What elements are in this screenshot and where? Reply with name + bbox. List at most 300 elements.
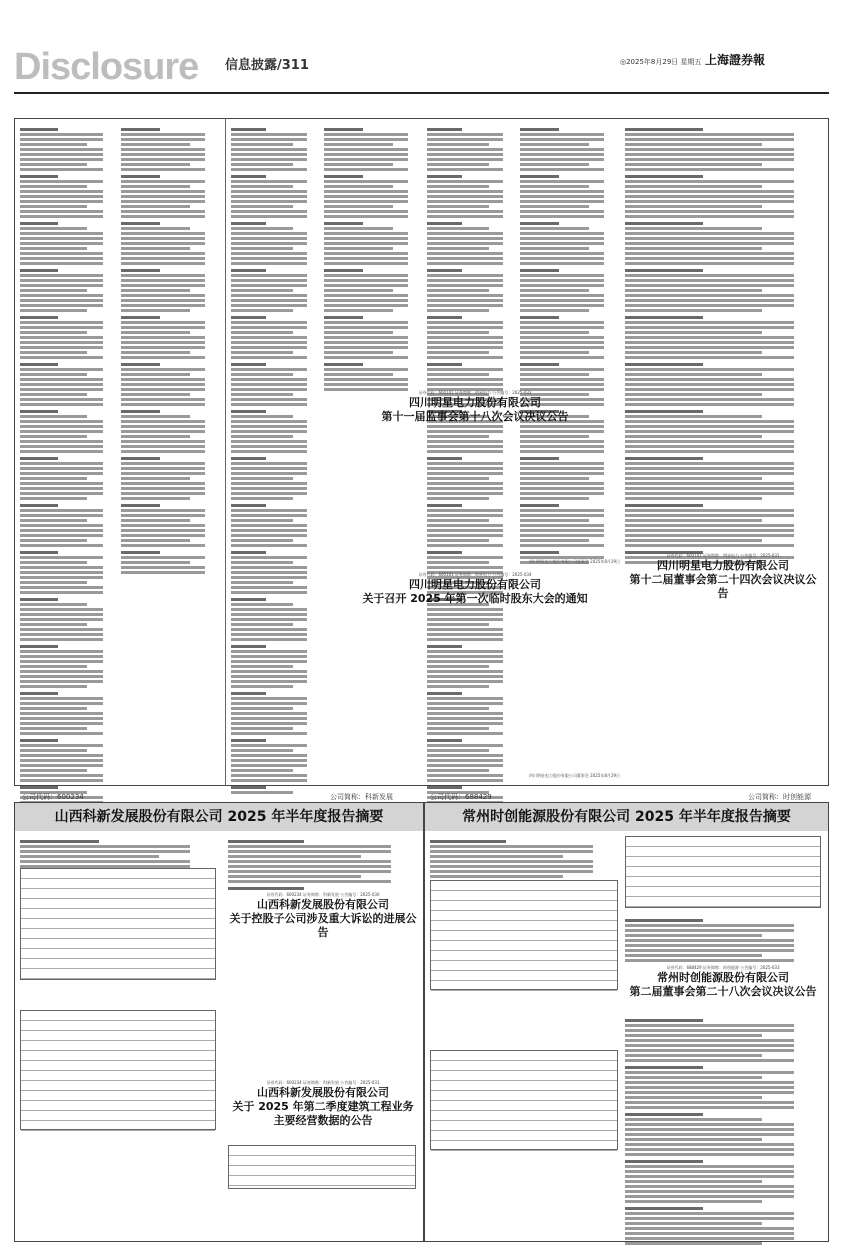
text-line [231, 336, 307, 339]
text-line [520, 299, 604, 302]
text-line [20, 378, 103, 381]
text-line [121, 128, 160, 131]
text-line [20, 316, 58, 319]
text-line [121, 232, 205, 235]
text-column [324, 124, 422, 391]
text-line [231, 210, 307, 213]
text-line [231, 163, 293, 166]
text-line [231, 529, 307, 532]
table-row [21, 1121, 215, 1131]
text-line [625, 1066, 703, 1069]
table-row [229, 1166, 415, 1176]
text-line [625, 1165, 794, 1168]
text-line [20, 675, 103, 678]
text-line [121, 398, 205, 401]
text-line [427, 628, 503, 631]
text-column [231, 124, 319, 794]
text-line [625, 205, 762, 208]
text-line [625, 247, 762, 250]
text-line [427, 457, 462, 460]
text-line [625, 257, 794, 260]
announcement-title: 主要经营数据的公告 [273, 1114, 373, 1127]
text-line [625, 1128, 794, 1131]
text-line [324, 368, 408, 371]
text-line [625, 425, 794, 428]
text-line [625, 356, 794, 359]
text-line [20, 764, 103, 767]
text-line [231, 509, 307, 512]
table-row [626, 867, 820, 877]
text-line [20, 618, 103, 621]
text-line [121, 566, 205, 569]
text-line [625, 1059, 794, 1062]
text-line [231, 685, 293, 688]
text-line [520, 227, 589, 230]
announcement-meta: 证券代码：600101 证券简称：明星电力 公告编号：2025-034 [418, 572, 532, 577]
announcement-board-resolution [625, 965, 821, 999]
text-line [231, 425, 307, 428]
text-line [520, 210, 604, 213]
announcement-title: 关于控股子公司涉及重大诉讼的进展公告 [229, 912, 417, 939]
text-line [625, 128, 703, 131]
text-line [625, 368, 794, 371]
text-line [121, 556, 205, 559]
text-line [625, 309, 762, 312]
text-line [625, 284, 794, 287]
text-line [520, 190, 604, 193]
text-line [231, 388, 307, 391]
text-line [121, 185, 190, 188]
text-line [231, 581, 293, 584]
text-line [625, 175, 703, 178]
text-line [20, 519, 87, 522]
text-line [20, 398, 103, 401]
text-line [20, 299, 103, 302]
text-line [121, 205, 190, 208]
text-line [231, 457, 266, 460]
text-line [231, 274, 307, 277]
text-line [231, 759, 307, 762]
text-line [430, 865, 593, 868]
text-line [121, 252, 205, 255]
text-line [625, 252, 794, 255]
text-line [427, 675, 503, 678]
text-line [231, 257, 307, 260]
text-line [20, 551, 58, 554]
text-line [20, 722, 103, 725]
text-line [625, 1034, 762, 1037]
announcement-signature: 四川明星电力股份有限公司董事会 2025年8月29日 [528, 773, 620, 778]
text-line [231, 252, 307, 255]
table-row [431, 1061, 617, 1071]
text-line [427, 378, 503, 381]
text-line [324, 200, 408, 203]
text-line [231, 744, 307, 747]
text-line [121, 269, 160, 272]
text-line [231, 739, 266, 742]
text-line [625, 1175, 794, 1178]
text-line [20, 210, 103, 213]
text-line [625, 435, 762, 438]
text-line [231, 331, 293, 334]
text-line [228, 870, 391, 873]
text-line [20, 148, 103, 151]
table-row [21, 949, 215, 959]
text-line [231, 143, 293, 146]
text-line [20, 702, 103, 705]
table-row [431, 901, 617, 911]
text-line [324, 373, 393, 376]
text-line [625, 462, 794, 465]
table-row [21, 889, 215, 899]
text-line [520, 467, 604, 470]
text-line [625, 1029, 794, 1032]
text-line [625, 269, 703, 272]
text-line [427, 440, 503, 443]
shareholder-table [625, 836, 821, 908]
text-line [625, 524, 794, 527]
text-line [324, 304, 408, 307]
text-line [231, 316, 266, 319]
text-line [625, 195, 794, 198]
text-line [121, 331, 190, 334]
text-line [427, 148, 503, 151]
text-line [121, 180, 205, 183]
text-line [625, 1039, 794, 1042]
text-line [121, 143, 190, 146]
text-line [520, 143, 589, 146]
text-line [231, 618, 307, 621]
text-line [20, 697, 103, 700]
text-line [520, 383, 604, 386]
text-line [625, 341, 794, 344]
text-line [427, 769, 489, 772]
text-line [231, 403, 307, 406]
text-line [520, 128, 559, 131]
text-line [625, 351, 762, 354]
table-row [431, 881, 617, 891]
text-line [427, 467, 503, 470]
text-line [427, 707, 489, 710]
text-line [20, 739, 58, 742]
text-line [231, 420, 307, 423]
text-line [20, 603, 87, 606]
text-line [121, 477, 190, 480]
text-line [20, 373, 87, 376]
text-line [20, 331, 87, 334]
text-line [625, 227, 762, 230]
text-line [625, 1091, 794, 1094]
text-line [625, 336, 794, 339]
text-line [231, 356, 307, 359]
text-line [121, 497, 190, 500]
company-name: 四川明星电力股份有限公司 [409, 578, 541, 591]
table-row [431, 1081, 617, 1091]
text-line [231, 660, 307, 663]
text-line [231, 603, 293, 606]
table-row [431, 971, 617, 981]
text-line [324, 378, 408, 381]
text-line [20, 457, 58, 460]
text-line [625, 949, 794, 952]
text-line [231, 351, 293, 354]
text-line [20, 845, 190, 848]
text-line [520, 509, 604, 512]
announcement-meta: 证券代码：600234 证券简称：科新发展 公告编号：2025-030 [266, 892, 380, 897]
text-line [324, 227, 393, 230]
text-line [121, 341, 205, 344]
text-line [121, 158, 205, 161]
table-row [431, 1131, 617, 1141]
text-line [231, 779, 307, 782]
text-line [625, 1217, 794, 1220]
text-line [427, 645, 462, 648]
text-line [427, 712, 503, 715]
text-line [231, 158, 307, 161]
text-line [228, 845, 391, 848]
text-line [20, 749, 87, 752]
table-row [431, 1111, 617, 1121]
text-line [231, 749, 293, 752]
text-line [625, 279, 794, 282]
text-line [20, 143, 87, 146]
text-line [121, 284, 205, 287]
table-row [431, 961, 617, 971]
text-line [520, 544, 604, 547]
text-line [427, 497, 489, 500]
text-line [427, 210, 503, 213]
text-line [520, 279, 604, 282]
text-line [427, 504, 462, 507]
text-line [231, 645, 266, 648]
text-line [231, 227, 293, 230]
stock-short-name: 公司简称：科新发展 [330, 793, 393, 801]
text-line [231, 346, 307, 349]
text-line [231, 185, 293, 188]
text-line [20, 509, 103, 512]
table-row [21, 919, 215, 929]
text-line [427, 514, 503, 517]
text-line [121, 440, 205, 443]
text-line [324, 180, 408, 183]
text-line [231, 467, 307, 470]
text-line [231, 262, 307, 265]
text-line [121, 227, 190, 230]
text-line [231, 215, 307, 218]
announcement-signature: 四川明星电力股份有限公司监事会 2025年8月29日 [528, 559, 620, 564]
text-line [324, 168, 408, 171]
text-line [231, 190, 307, 193]
text-line [231, 415, 293, 418]
text-line [625, 1242, 762, 1245]
text-line [231, 232, 307, 235]
text-line [231, 477, 293, 480]
text-line [231, 487, 307, 490]
text-line [520, 153, 604, 156]
text-line [20, 304, 103, 307]
text-line [430, 875, 563, 878]
text-line [20, 205, 87, 208]
text-line [427, 445, 503, 448]
text-line [121, 388, 205, 391]
text-line [625, 143, 762, 146]
text-line [520, 304, 604, 307]
text-line [121, 534, 205, 537]
text-line [231, 727, 293, 730]
text-line [121, 430, 205, 433]
text-line [231, 128, 266, 131]
announcement-meeting-notice [330, 572, 620, 606]
financial-table [430, 880, 618, 990]
text-line [427, 321, 503, 324]
text-line [324, 289, 393, 292]
text-line [427, 638, 503, 641]
text-line [520, 331, 589, 334]
text-line [20, 309, 87, 312]
text-line [625, 472, 794, 475]
table-row [431, 1051, 617, 1061]
text-line [520, 477, 589, 480]
text-line [231, 378, 307, 381]
text-line [427, 556, 503, 559]
announcement-lawsuit [228, 892, 418, 940]
text-line [228, 855, 361, 858]
shareholder-table [430, 1050, 618, 1150]
text-line [427, 702, 503, 705]
text-line [231, 393, 293, 396]
text-line [520, 175, 559, 178]
text-line [427, 774, 503, 777]
text-line [324, 205, 393, 208]
announcement-meta: 证券代码：600101 证券简称：明星电力 公告编号：2025-031 [666, 553, 780, 558]
text-line [231, 175, 266, 178]
text-line [625, 1160, 703, 1163]
text-line [231, 613, 307, 616]
text-line [20, 660, 103, 663]
text-line [20, 786, 58, 789]
text-line [121, 321, 205, 324]
text-line [231, 774, 307, 777]
text-line [625, 924, 794, 927]
text-line [520, 195, 604, 198]
text-line [20, 321, 103, 324]
text-line [427, 492, 503, 495]
text-line [231, 655, 307, 658]
text-line [20, 759, 103, 762]
text-line [427, 660, 503, 663]
text-line [625, 158, 794, 161]
text-line [20, 425, 103, 428]
text-line [20, 393, 87, 396]
text-line [231, 598, 266, 601]
text-line [520, 163, 589, 166]
text-line [427, 200, 503, 203]
text-line [625, 326, 794, 329]
text-line [427, 680, 503, 683]
text-line [231, 576, 307, 579]
text-line [20, 685, 87, 688]
text-line [121, 378, 205, 381]
text-line [20, 128, 58, 131]
text-line [625, 1170, 794, 1173]
text-line [121, 133, 205, 136]
text-line [625, 939, 794, 942]
text-line [625, 1143, 794, 1146]
text-line [121, 383, 205, 386]
text-line [20, 860, 190, 863]
text-line [231, 591, 307, 594]
text-line [231, 462, 307, 465]
table-row [626, 837, 820, 847]
stock-code: 公司代码：688429 [430, 793, 492, 801]
text-line [427, 383, 503, 386]
text-line [625, 1086, 794, 1089]
table-row [21, 1071, 215, 1081]
text-line [121, 457, 160, 460]
text-line [430, 840, 506, 843]
text-line [20, 514, 103, 517]
text-line [427, 242, 503, 245]
table-row [431, 951, 617, 961]
report-summary-band: 山西科新发展股份有限公司 2025 年半年度报告摘要 [15, 803, 423, 831]
text-line [121, 351, 190, 354]
announcement-title: 关于召开 2025 年第一次临时股东大会的通知 [362, 592, 588, 605]
text-line [20, 534, 103, 537]
text-line [520, 351, 589, 354]
text-line [520, 341, 604, 344]
text-line [625, 1237, 794, 1240]
text-line [20, 227, 87, 230]
text-line [121, 487, 205, 490]
text-line [427, 304, 503, 307]
text-line [430, 845, 593, 848]
text-line [324, 321, 408, 324]
text-line [20, 472, 103, 475]
table-row [229, 1176, 415, 1186]
text-line [324, 163, 393, 166]
report-summary-band: 常州时创能源股份有限公司 2025 年半年度报告摘要 [425, 803, 828, 831]
text-line [121, 289, 190, 292]
table-row [21, 1061, 215, 1071]
text-line [427, 373, 489, 376]
text-line [20, 608, 103, 611]
text-line [20, 356, 103, 359]
text-line [520, 373, 589, 376]
text-line [520, 168, 604, 171]
text-line [520, 462, 604, 465]
table-row [21, 1021, 215, 1031]
text-line [520, 326, 604, 329]
text-line [20, 336, 103, 339]
text-line [427, 368, 503, 371]
table-row [431, 1071, 617, 1081]
text-line [427, 786, 462, 789]
text-line [625, 185, 762, 188]
table-row [431, 891, 617, 901]
table-row [626, 887, 820, 897]
text-line [427, 138, 503, 141]
company-name: 常州时创能源股份有限公司 [657, 971, 789, 984]
text-line [427, 727, 489, 730]
text-line [625, 1044, 794, 1047]
text-line [520, 247, 589, 250]
text-line [520, 222, 559, 225]
text-line [625, 944, 794, 947]
text-line [121, 544, 205, 547]
text-line [20, 180, 103, 183]
text-line [121, 210, 205, 213]
text-line [625, 242, 794, 245]
